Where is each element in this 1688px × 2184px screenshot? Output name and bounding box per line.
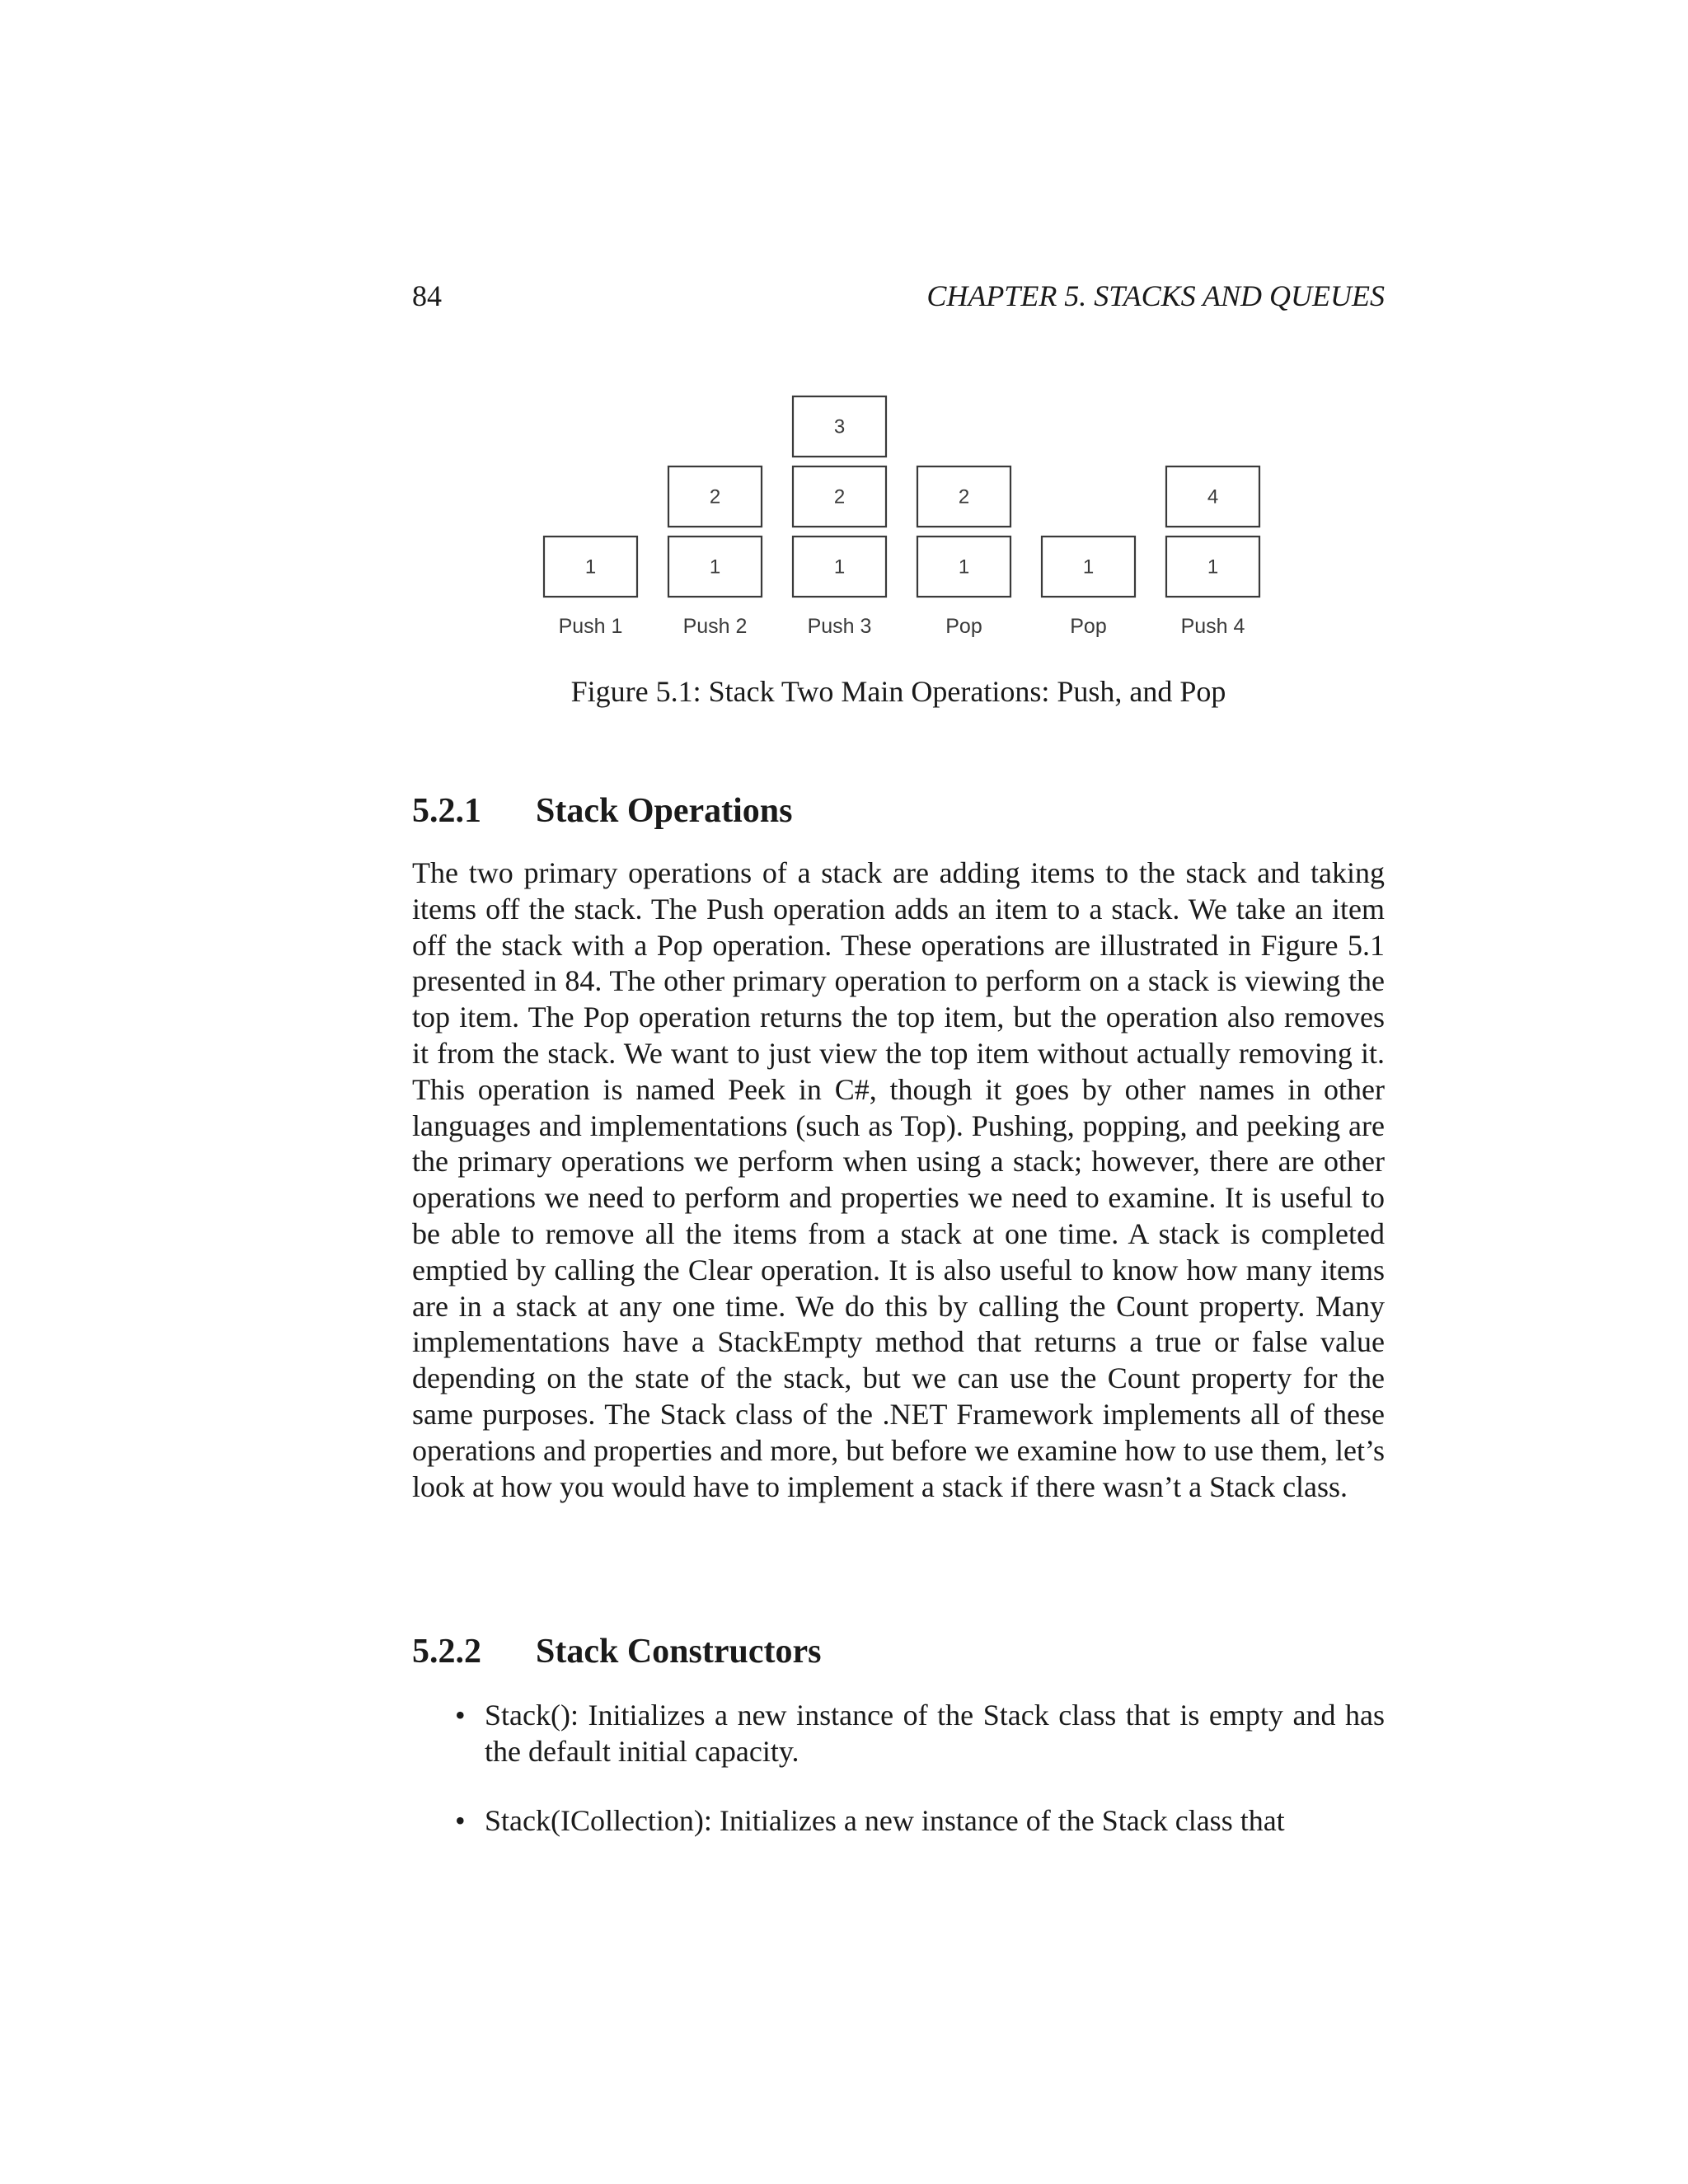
step-label: Push 4 xyxy=(1180,615,1245,638)
stack-box-value: 1 xyxy=(833,555,846,579)
stack-box-value: 1 xyxy=(709,555,721,579)
stack-box-value: 3 xyxy=(833,415,846,438)
section-title: Stack Operations xyxy=(536,792,793,830)
bullet-icon: • xyxy=(455,1803,466,1837)
stack-column xyxy=(1166,466,1259,638)
stack-box-value: 2 xyxy=(709,485,721,509)
section-heading-stack-operations xyxy=(412,791,793,831)
page-number: 84 xyxy=(412,279,442,312)
chapter-title: CHAPTER 5. STACKS AND QUEUES xyxy=(926,279,1385,312)
stack-box-value: 4 xyxy=(1207,485,1219,509)
constructor-list xyxy=(412,1698,1385,1872)
stack-box-value: 1 xyxy=(1207,555,1219,579)
stack-box-value: 2 xyxy=(833,485,846,509)
step-label: Push 2 xyxy=(682,615,748,638)
step-label: Pop xyxy=(945,615,982,638)
stack-box-value: 1 xyxy=(584,555,597,579)
stack-operations-figure xyxy=(534,394,1276,649)
list-item xyxy=(412,1803,1385,1840)
stack-box-value: 2 xyxy=(958,485,970,509)
section-title: Stack Constructors xyxy=(536,1633,822,1671)
stack-column xyxy=(668,466,762,638)
stack-column xyxy=(917,466,1010,638)
stack-column xyxy=(793,396,886,638)
stack-box-value: 1 xyxy=(1082,555,1095,579)
running-head xyxy=(412,279,1385,320)
list-item-text: Stack(): Initializes a new instance of the Stack class that is empty and has the default initial capacity. xyxy=(485,1699,1385,1768)
stack-column xyxy=(544,537,637,638)
step-label: Pop xyxy=(1070,615,1107,638)
bullet-icon: • xyxy=(455,1699,466,1732)
stack-box-value: 1 xyxy=(958,555,970,579)
stack-diagram xyxy=(534,394,1276,649)
list-item-text: Stack(ICollection): Initializes a new instance of the Stack class that xyxy=(485,1803,1285,1837)
section-number: 5.2.2 xyxy=(412,1633,481,1671)
stack-column xyxy=(1042,537,1135,638)
section-heading-stack-constructors xyxy=(412,1632,821,1671)
figure-caption: Figure 5.1: Stack Two Main Operations: Push, and Pop xyxy=(570,675,1226,708)
step-label: Push 1 xyxy=(558,615,623,638)
section-number: 5.2.1 xyxy=(412,792,481,830)
step-label: Push 3 xyxy=(807,615,872,638)
list-item xyxy=(412,1698,1385,1770)
body-paragraph: The two primary operations of a stack are adding items to the stack and taking items off the stack. The Push operation adds an item to a stack. We take an item off the stack with a Pop operation. These operations are illustrated in Figure 5.1 presented in 84. The other primary operation to perform on a stack is viewing the top item. The Pop operation returns the top item, but the operation also removes it from the stack. We want to just view the top item without actually removing it. This operation is named Peek in C#, though it goes by other names in other languages and implementations (such as Top). Pushing, popping, and peeking are the primary operations we perform when using a stack; however, there are other operations we need to perform and properties we need to examine. It is useful to be able to remove all the items from a stack at one time. A stack is completed emptied by calling the Clear operation. It is also useful to know how many items are in a stack at any one time. We do this by calling the Count property. Many implementations have a StackEmpty method that returns a true or false value depending on the state of the stack, but we can use the Count property for the same purposes. The Stack class of the .NET Framework implements all of these operations and properties and more, but before we examine how to use them, let’s look at how you would have to implement a stack if there wasn’t a Stack class. xyxy=(412,856,1385,1503)
